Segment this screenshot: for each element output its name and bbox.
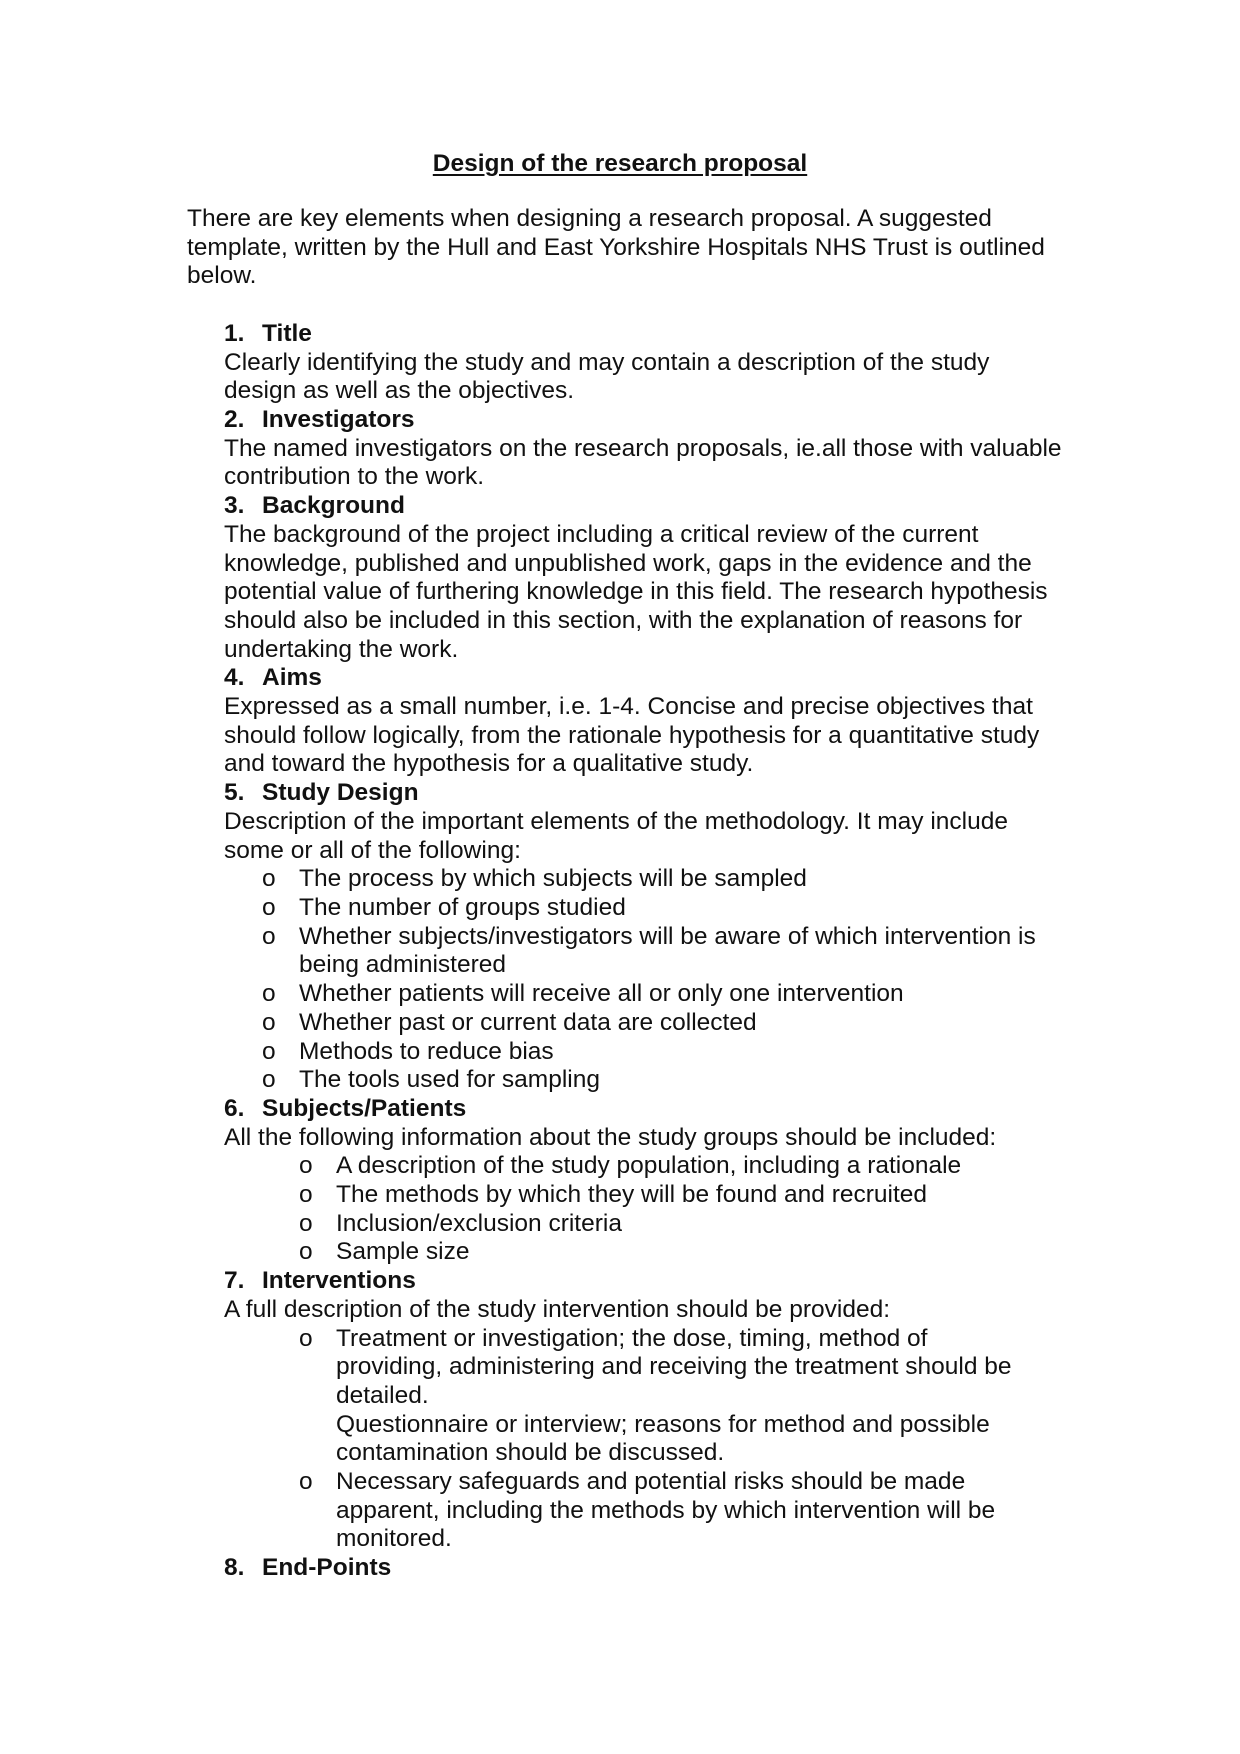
list-item-text: The number of groups studied bbox=[299, 893, 626, 921]
list-item-continuation: Questionnaire or interview; reasons for method and possible contamination should be discussed. bbox=[336, 1410, 990, 1467]
section-number: 7. bbox=[224, 1267, 245, 1295]
list-item bbox=[0, 1468, 1036, 1554]
section-heading-label: Interventions bbox=[262, 1267, 416, 1295]
section-heading-label: Investigators bbox=[262, 406, 415, 434]
list-item-text: Necessary safeguards and potential risks should be made apparent, including the methods by which intervention will be monitored. bbox=[336, 1468, 996, 1553]
list-item-text: The tools used for sampling bbox=[299, 1066, 600, 1094]
list-item-text: Inclusion/exclusion criteria bbox=[336, 1209, 622, 1237]
list-item bbox=[0, 1325, 1036, 1469]
list-item bbox=[0, 980, 1053, 1009]
section-end-points bbox=[0, 1554, 1240, 1583]
section-heading bbox=[0, 492, 1240, 521]
list-item bbox=[0, 1038, 1053, 1067]
section-heading bbox=[0, 320, 1240, 349]
section-heading bbox=[0, 1554, 1240, 1583]
section-number: 4. bbox=[224, 664, 245, 692]
section-heading bbox=[0, 406, 1240, 435]
section-heading-label: Background bbox=[262, 492, 405, 520]
section-heading-label: Title bbox=[262, 320, 312, 347]
list-item-text: A description of the study population, including a rationale bbox=[336, 1152, 962, 1180]
section-number: 5. bbox=[224, 779, 245, 807]
bullet-marker: o bbox=[299, 1238, 313, 1266]
list-item bbox=[0, 865, 1053, 894]
list-item bbox=[0, 894, 1053, 923]
bullet-marker: o bbox=[299, 1468, 313, 1496]
bullet-marker: o bbox=[299, 1209, 313, 1237]
intro-paragraph: There are key elements when designing a research proposal. A suggested template, written by the Hull and East Yorkshire Hospitals NHS Trust is outlined below. bbox=[187, 205, 1045, 290]
list-item bbox=[0, 1152, 1036, 1181]
section-number: 6. bbox=[224, 1094, 245, 1122]
section-study-design bbox=[0, 779, 1240, 1095]
section-title bbox=[0, 320, 1240, 406]
list-item bbox=[0, 1238, 1036, 1267]
bullet-list bbox=[0, 1152, 1240, 1267]
section-investigators bbox=[0, 406, 1240, 492]
bullet-marker: o bbox=[262, 893, 276, 921]
section-heading-label: Aims bbox=[262, 664, 322, 692]
section-heading bbox=[0, 664, 1240, 693]
section-description: The named investigators on the research proposals, ie.all those with valuable contribution to the work. bbox=[224, 434, 1062, 491]
section-heading bbox=[0, 1095, 1240, 1124]
bullet-marker: o bbox=[262, 980, 276, 1008]
list-item bbox=[0, 923, 1053, 980]
section-description: The background of the project including a critical review of the current knowledge, published and unpublished work, gaps in the evidence and the potential value of furthering knowledge in this field. The research hypothesis should also be included in this section, with the explanation of reasons for undertaking the work. bbox=[224, 520, 1048, 663]
bullet-marker: o bbox=[262, 922, 276, 950]
section-description: Expressed as a small number, i.e. 1-4. Concise and precise objectives that should follow logically, from the rationale hypothesis for a quantitative study and toward the hypothesis for a qualitative study. bbox=[224, 693, 1040, 778]
list-item-text: The process by which subjects will be sampled bbox=[299, 865, 807, 893]
bullet-marker: o bbox=[299, 1324, 313, 1352]
bullet-marker: o bbox=[262, 1008, 276, 1036]
list-item bbox=[0, 1181, 1036, 1210]
bullet-marker: o bbox=[299, 1181, 313, 1208]
section-heading-label: Subjects/Patients bbox=[262, 1094, 467, 1122]
list-item-text: The methods by which they will be found and recruited bbox=[336, 1181, 928, 1208]
list-item-text: Whether subjects/investigators will be aware of which intervention is being administered bbox=[299, 922, 1036, 979]
bullet-list bbox=[0, 865, 1240, 1095]
list-item-text: Treatment or investigation; the dose, timing, method of providing, administering and receiving the treatment should be detailed. bbox=[336, 1324, 1012, 1409]
section-number: 2. bbox=[224, 406, 245, 434]
document-title: Design of the research proposal bbox=[432, 150, 808, 177]
section-heading bbox=[0, 779, 1240, 808]
list-item-text: Sample size bbox=[336, 1238, 470, 1266]
bullet-marker: o bbox=[262, 1037, 276, 1065]
section-number: 3. bbox=[224, 492, 245, 520]
section-subjects-patients bbox=[0, 1095, 1240, 1267]
section-description: Description of the important elements of the methodology. It may include some or all of the following: bbox=[224, 807, 1008, 864]
list-item bbox=[0, 1066, 1053, 1095]
section-description: All the following information about the study groups should be included: bbox=[224, 1123, 997, 1151]
bullet-marker: o bbox=[262, 1066, 276, 1094]
bullet-marker: o bbox=[299, 1152, 313, 1180]
list-item-text: Whether patients will receive all or only one intervention bbox=[299, 980, 904, 1008]
section-description: A full description of the study intervention should be provided: bbox=[224, 1295, 890, 1323]
section-number: 8. bbox=[224, 1554, 245, 1582]
section-aims bbox=[0, 664, 1240, 779]
section-heading bbox=[0, 1267, 1240, 1296]
sections-list bbox=[0, 320, 1240, 1583]
section-number: 1. bbox=[224, 320, 245, 347]
list-item bbox=[0, 1009, 1053, 1038]
section-heading-label: Study Design bbox=[262, 779, 419, 807]
section-heading-label: End-Points bbox=[262, 1554, 392, 1582]
bullet-marker: o bbox=[262, 865, 276, 893]
list-item-text: Whether past or current data are collected bbox=[299, 1008, 757, 1036]
section-interventions bbox=[0, 1267, 1240, 1554]
section-description: Clearly identifying the study and may contain a description of the study design as well as the objectives. bbox=[224, 348, 990, 405]
bullet-list bbox=[0, 1325, 1240, 1555]
list-item bbox=[0, 1210, 1036, 1239]
section-background bbox=[0, 492, 1240, 664]
list-item-text: Methods to reduce bias bbox=[299, 1037, 554, 1065]
